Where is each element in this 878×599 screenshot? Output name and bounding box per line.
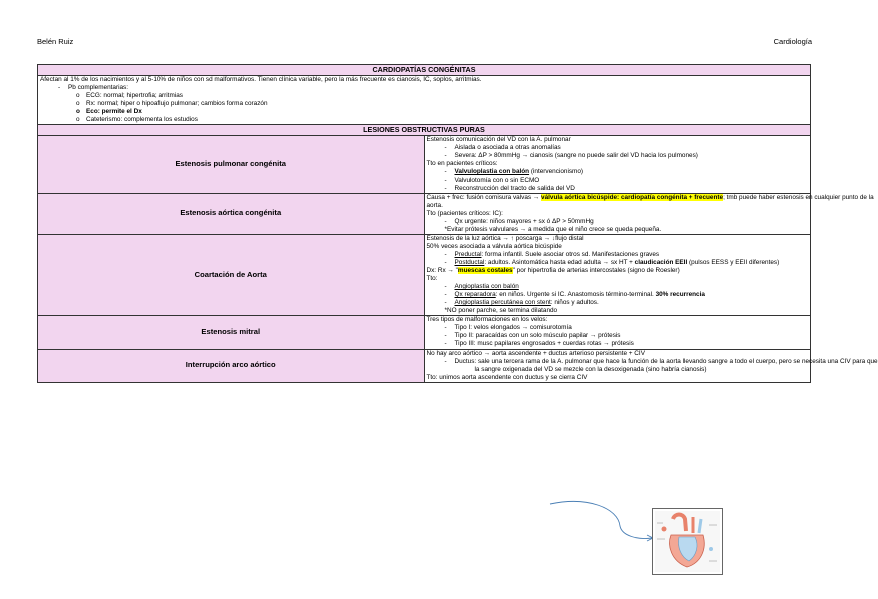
main-title: CARDIOPATÍAS CONGÉNITAS xyxy=(38,65,811,76)
text-line: No hay arco aórtico → aorta ascendente + ductus arterioso persistente + CIV xyxy=(426,349,645,357)
text-line: - Angioplastia percutánea con stent: niños y adultos. xyxy=(444,299,599,307)
text-line: la sangre oxigenada del VD se mezcle con la desoxigenada (sino habría cianosis) xyxy=(474,365,707,373)
text-line: *Evitar prótesis valvulares → a medida que el niño crece se queda pequeña. xyxy=(444,225,662,233)
text-line: Tto: unimos aorta ascendente con ductus y se cierra CIV xyxy=(426,373,588,381)
text-line: - Ductus: sale una tercera rama de la A. pulmonar que hace la función de la aorta llevando sangre a todo el cuerpo, pero se necesita una CIV para que xyxy=(444,357,878,365)
table-row xyxy=(38,193,811,234)
text-line: Causa + frec: fusión comisura valvas → válvula aórtica bicúspide: cardiopatía congénita + frecuente; tmb puede haber estenosis en cualquier punto de la xyxy=(426,193,874,201)
text-line: - Qx urgente: niños mayores + sx ó ΔP > 50mmHg xyxy=(444,217,594,225)
intro-cell xyxy=(38,76,811,125)
intro-text: Afectan al 1% de los nacimientos y al 5-10% de niños con sd malformativos. Tienen clínica variable, pero la más frecuente es cianosis, IC, soplos, arritmias. xyxy=(40,76,482,83)
subject-name: Cardiología xyxy=(773,37,812,46)
text-line: - Angioplastia con balón xyxy=(444,283,519,291)
text-line: - Qx reparadora: en niños. Urgente si IC. Anastomosis término-terminal. 30% recurrencia xyxy=(444,291,705,299)
text-line: - Valvuloplastia con balón (intervencionismo) xyxy=(444,168,584,176)
row-content xyxy=(424,193,874,234)
text-line: - Tipo III: musc papilares engrosados + cuerdas rotas → prótesis xyxy=(444,340,634,348)
text-line: Dx: Rx → "muescas costales" por hipertrofia de arterias intercostales (signo de Roesler) xyxy=(426,267,680,275)
intro-pb: - Pb complementarias: xyxy=(58,84,129,92)
text-line: Estenosis comunicación del VD con la A. pulmonar xyxy=(426,136,571,144)
intro-item: o ECG: normal; hipertrofia; arritmias xyxy=(76,92,183,100)
text-line: Estenosis de la luz aórtica → ↑ poscarga → ↓flujo distal xyxy=(426,234,584,242)
row-label: Estenosis aórtica congénita xyxy=(38,193,425,234)
text-line: - Postductal: adultos. Asintomática hasta edad adulta → sx HT + claudicación EEII (pulsos EESS y EEII diferentes) xyxy=(444,258,780,266)
text-line: - Severa: ΔP > 80mmHg → cianosis (sangre no puede salir del VD hacia los pulmones) xyxy=(444,152,698,160)
curved-arrow-icon xyxy=(548,498,658,542)
text-line: - Tipo I: velos elongados → comisurotomía xyxy=(444,324,572,332)
row-content xyxy=(424,349,878,382)
text-line: Tto (pacientes críticos: IC): xyxy=(426,209,503,217)
text-line: - Valvulotomía con o sin ECMO xyxy=(444,176,540,184)
intro-item: o Cateterismo: complementa los estudios xyxy=(76,116,198,124)
text-line: 50% veces asociada a válvula aórtica bicúspide xyxy=(426,242,562,250)
intro-item: o Rx: normal; hiper o hipoaflujo pulmonar; cambios forma corazón xyxy=(76,100,268,108)
heart-diagram-icon xyxy=(652,508,723,575)
row-label: Estenosis pulmonar congénita xyxy=(38,136,425,193)
section-title: LESIONES OBSTRUCTIVAS PURAS xyxy=(38,125,811,136)
intro-item: o Eco: permite el Dx xyxy=(76,108,142,116)
table-row xyxy=(38,349,811,382)
table-row xyxy=(38,234,811,315)
text-line: Tto: xyxy=(426,275,438,283)
table-row xyxy=(38,136,811,193)
text-line: - Preductal: forma infantil. Suele asociar otros sd. Manifestaciones graves xyxy=(444,250,660,258)
row-label: Coartación de Aorta xyxy=(38,234,425,315)
row-content xyxy=(424,136,811,193)
row-label: Interrupción arco aórtico xyxy=(38,349,425,382)
table-row xyxy=(38,316,811,349)
text-line: *NO poner parche, se termina dilatando xyxy=(444,307,558,315)
text-line: Tres tipos de malformaciones en los velos: xyxy=(426,316,548,324)
row-content xyxy=(424,316,811,349)
text-line: Tto en pacientes críticos: xyxy=(426,160,498,168)
text-line: - Tipo II: paracaídas con un solo músculo papilar → prótesis xyxy=(444,332,621,340)
text-line: - Aislada o asociada a otras anomalías xyxy=(444,144,561,152)
text-line: - Reconstrucción del tracto de salida del VD xyxy=(444,184,575,192)
content-table xyxy=(37,64,878,383)
row-content xyxy=(424,234,811,315)
row-label: Estenosis mitral xyxy=(38,316,425,349)
text-line: aorta. xyxy=(426,201,443,209)
author-name: Belén Ruiz xyxy=(37,37,74,46)
